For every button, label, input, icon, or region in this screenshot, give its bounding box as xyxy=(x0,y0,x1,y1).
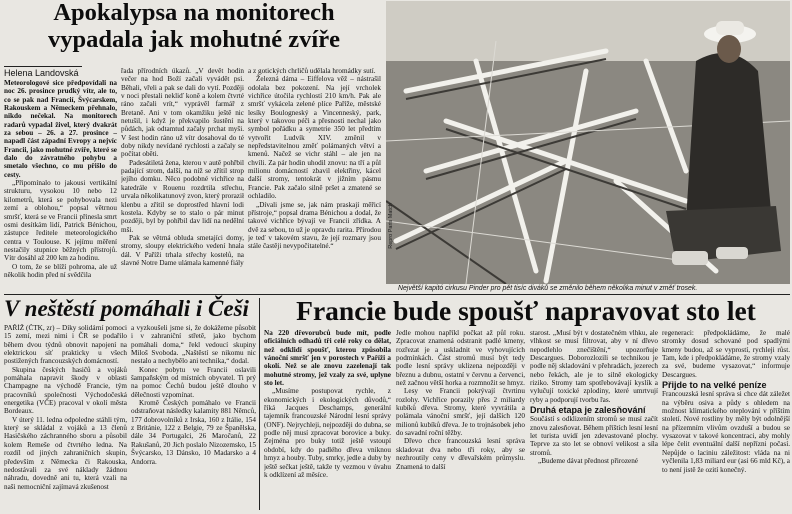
article3-paragraph: Dřevo chce francouzská lesní správa skladovat dva nebo tři roky, aby se nezhroutily ceny v dřevařském průmyslu. Znamená to další xyxy=(396,437,525,471)
article3-column-4 xyxy=(662,329,790,514)
article1-lead: Meteorologové sice předpovídali na noc 26. prosince prudký vítr, ale to, co se pak nad Francií, Švýcarskem, Rakouskem a Německem přehnalo, nikdo nečekal. Na monitorech radarů vypadal živel, který dvakrát za sebou – 26. a 27. prosince – napadl část západní Evropy a nejvíc Francii, jako mohutné zvíře, které se dalo do závratného pohybu a smetalo všechno, co mu přišlo do cesty. xyxy=(4,79,117,179)
byline-rule xyxy=(4,66,82,67)
article2-column-1 xyxy=(4,324,127,514)
article1-paragraph: Padesátiletá žena, kterou v autě pohřbil padající strom, další, na níž se zřítil strop jejího domku. Něco podobné vichřice na katedrále v Rouenu rozdrtila střechu, urvala několikatunový zvon, který proraził klenbu a zřítil se doprostřed hlavní lodi kostela. Kdyby se to stalo o pár minut později, byl by pohřbil dav lidí na nedělní mši. xyxy=(121,158,244,234)
article1-paragraph: „Připomínalo to jakousi vertikální strukturu, vysokou 10 nebo 12 kilometrů, která se pohybovala nezi zemí a oblohou,“ popsal větrnou smršť, která se ve Francii přinesla smrt osmi desítkám lidí, Patrick Bénichou, zástupce ředitele meteorologického centra v Toulouse. K jejímu měření nestačily stupnice běžných přístrojů. Vítr dosáhl až 200 km za hodinu. xyxy=(4,179,117,263)
article3-headline: Francie bude spoušť napravovat sto let xyxy=(296,295,756,326)
article2-paragraph: V úterý 11. ledna odpoledne stáhli tým, který se skládal z vojáků a 13 členů Hasičského záchranného sboru a působil kolem Remeše od čtvrtého ledna. Na rozdíl od jiných zahraničních skupin, především z Německa či Rakouska, nedostávali za své náklady žádnou náhradu, dovedně ani tu, která vzali na naši nemocniční zajímavá zkušenost xyxy=(4,415,127,491)
article2-paragraph: Konec pobytu ve Francii oslavili šampaňským od místních obyvatel. Ti prý na pomoc Čechů budou ještě dlouho v dělečnosti vzpomínat. xyxy=(131,365,256,399)
article3-paragraph: Součástí s odklizením stromů se musí začít znovu zalesňovat. Během příštích lesní lesní let turista uvidí jen zdevastované plochy. Teprve za sto let se obnoví velikost a síla stromů. xyxy=(530,415,658,457)
article3-paragraph: Francouzská lesní správa si chce dát záležet na výběru osiva a půdy s ohledem na možnost klimatického oteplování v příštím století. Nové rostliny by měly být odolnější na přízemním vlivům ovzduší a budou se vysazovat v takové koncentraci, aby mohly lépe čelit eventuální další nepřízni počasí. Nepůjde o laciniu záležitost: vláda na ni vyčlenila 1,83 miliard eur (asi 66 mld Kč), a to není jistě že ozití konečný. xyxy=(662,390,790,474)
article2-paragraph: Skupina českých hasičů a vojáků pomáhala napravit škody v oblasti Champagne na východě Francie, tým pracovníků společnosti Východočeská energetika (VČE) pracoval v okolí města Bordeaux. xyxy=(4,365,127,416)
article1-paragraph: řada přírodních úkazů. „V devět hodin večer na hod Boží začali vyvádět psi. Běhali, vřeli a pak se dali do vytí. Později v noci přestali nekliď koně a kolem čtvrté ráno začali vrít,“ vyprávěl farmář z Bretaně. Ani v tom okamžiku ještě nic netušil, i když je překvapilo šustění na půdách, jak odtamtud začaly prchat myši. V šest hodin ráno už vítr dosahoval do té doby nikdy nevídané rychlosti a začaly se počítat oběti. xyxy=(121,67,244,159)
article1-column-3 xyxy=(248,67,381,291)
article1-paragraph: Železná dáma – Eiffelova věž – nástrašil odolala bez pokození. Na její vrcholek vichřice útočila rychlostí 210 km/h. Pak ale smršť vykácela zelené plíce Paříže, městské lesíky Boulogneský a Vincenneský, park, který v takovou péči a přesnosti nechal jako symbol pořádku a symetrie 350 let předtím vytvořit Ludvík XIV. změnil v nepředstavitelnou změť polámaných větví a kmenů. Načež se vichr stáhl – ale jen na chvíli. Za pár hodin uhodil znovu: na tří a půl milionu domácností zbavil elektřiny, kácel další stromy, tentokrát v jižním pásmu Francie. Pak začalo silně pršet a zmatené se ochladilo. xyxy=(248,75,381,201)
article3-lead: Na 220 dřevorubců bude mít, podle oficiálních odhadů tři celé roky co dělat, než odklidí spoušť, kterou způsobila vánoční smršť jen v porostech v Paříži a okolí. Než se ale znovu zazelenají tak mohutné stromy, jež vzaly za své, uplyne sto let. xyxy=(264,329,391,388)
article1-paragraph: Pak se větrná obluda smetajíci domy, stromy, sloupy elektrického vedení hnala dál. V Paříži trhala střechy kostelů, na slavné Notre Dame ulámala kamenné fiály xyxy=(121,233,244,267)
article1-headline-line2: vypadala jak mohutné zvíře xyxy=(48,26,340,53)
article3-paragraph: „Musíme postupovat rychle, z ekonomických i ekologických důvodů,“ říká Jacques Deschamps, generální tajemník francouzské Národní lesní správy (ONF). Nejrychleji, nejpozději do dubna, se podle něj musí zpracovat borovice a buky. Zejména pro buky totiž ještě vstoupí období, kdy do padlého dřeva vniknou hmyz a houby. Tuby, smrky, jedle a duby by ještě sečkat ještě, takže ty vezmou v úvahu k odklízení až měsíce. xyxy=(264,387,391,479)
article3-column-3 xyxy=(530,329,658,514)
article3-paragraph: starost. „Musí být v dostatečném vlhku, ale vlhkost se musí filtrovat, aby v ní dřevo nepodlehlo znečištění,“ upozorňuje Descargues. Doborozlozili se technikou je podle něj skladování v přehradách, jezerech nebo řekách, ale je to silně ekologicky riziko. Stromy tam spotřebovávají kyslík a vylučují toxické zplodiny, které umrtvují ryby a podporují tvorbu řas. xyxy=(530,329,658,404)
article1-column-2 xyxy=(121,67,244,291)
photo-credit: Repro Paris Match xyxy=(388,203,394,249)
article3-column-2 xyxy=(396,329,525,514)
article2-paragraph: Kromě Českých pomáhalo ve Francii odstraňovat následky kalamity 881 Němců, 177 dobrovolníků z Irska, 160 z Itálie, 154 z Británie, 122 z Belgie, 79 ze Španělska, dále 34 Portugalci, 26 Maročanů, 22 Rakušanů, 20 Jich poslalo Nizozemsko, 15 Švýcarsko, 13 Dánsko, 10 Madarsko a 4 Andorra. xyxy=(131,399,256,466)
article3-subheading: Přijde to na velké peníze xyxy=(662,380,767,391)
article3-paragraph: Jedle mohou napříkl počkat až půl roku. Zpracovat znamená odstranit padlé kmeny, rozřezat je a uskladnit ve vyhovujících podmínkách. Část stromů musí být tedy podle lesní správy uklizena nejpozději v březnu a dubnu, ostatní v červnu a červenci, než začnou větší horka a rozmnožit se hmyz. xyxy=(396,329,525,388)
article1-column-1 xyxy=(4,79,117,291)
article2-column-2 xyxy=(131,324,256,514)
column-divider xyxy=(259,298,260,510)
article1-paragraph: O tom, že se blíží pohroma, ale už několik hodin před ní svědčila xyxy=(4,262,117,279)
circus-wreckage-photo xyxy=(386,1,790,284)
article2-paragraph: PAŘÍŽ (ČTK, zr) – Díky solidární pomoci 15 zemí, mezi nimi i ČR se podařilo během dvou týdnů obnovit napojení na elektrickou síť prakticky u všech postižených francouzských domácností. xyxy=(4,324,127,366)
byline: Helena Landovská xyxy=(4,68,79,78)
article3-column-1 xyxy=(264,329,391,514)
article3-subheading: Druhá etapa je zalesňování xyxy=(530,405,646,416)
photo-caption: Největší kapitó cirkusu Pinder pro pět tisíc diváků se změnilo během několika minut v změť trosek. xyxy=(398,285,698,292)
article1-paragraph: „Dívali jsme se, jak nám praskají měřicí přístroje,“ popsal drama Bénichou a dodal, že takové vichřice bývají ve Francii zřídka. A dvě za sebou, to už je opravdu rarita. Přírodou je teď v takovém stavu, že její rozmary jsou stále častěji nevypočitatelné.“ xyxy=(248,200,381,251)
circus-wreckage-illustration xyxy=(386,1,790,284)
article1-headline-line1: Apokalypsa na monitorech xyxy=(53,0,335,26)
article2-paragraph: a vyzkoušeli jsme si, že dokážeme působit i v zahraniční střetě, jako bychom pomáhali doma,“ řekl vedoucí skupiny Miloš Svoboda. „Naštěstí se nikomu nic nestalo a nechybělo ani technika,“ dodal. xyxy=(131,324,256,366)
article1-paragraph: a z gotických chrličů udělala hromádky sutí. xyxy=(248,67,376,75)
article2-headline: V neštěstí pomáhali i Češi xyxy=(4,296,249,321)
article3-paragraph: regeneraci: předpokládáme, že malé stromky dosud schované pod spadlými kmeny budou, až se vyprostí, rychleji růst. Tam, kde i předpokládáme, že stromy vzaly za své, budeme vysazovat,“ informuje Descargues. xyxy=(662,329,790,379)
article3-paragraph: Lesy ve Francii pokrývají čtvrtinu rozlohy. Vichřice porazily přes 2 miliardy kubíků dřeva. Stromy, které vyvrátila a polámala vánoční smršť, její dalších 120 milionů kubíků dřeva. Je to trojnásobek jeho do savadní roční těžby. xyxy=(396,387,525,438)
article3-paragraph: „Budeme dávat přednost přirozené xyxy=(538,457,638,466)
